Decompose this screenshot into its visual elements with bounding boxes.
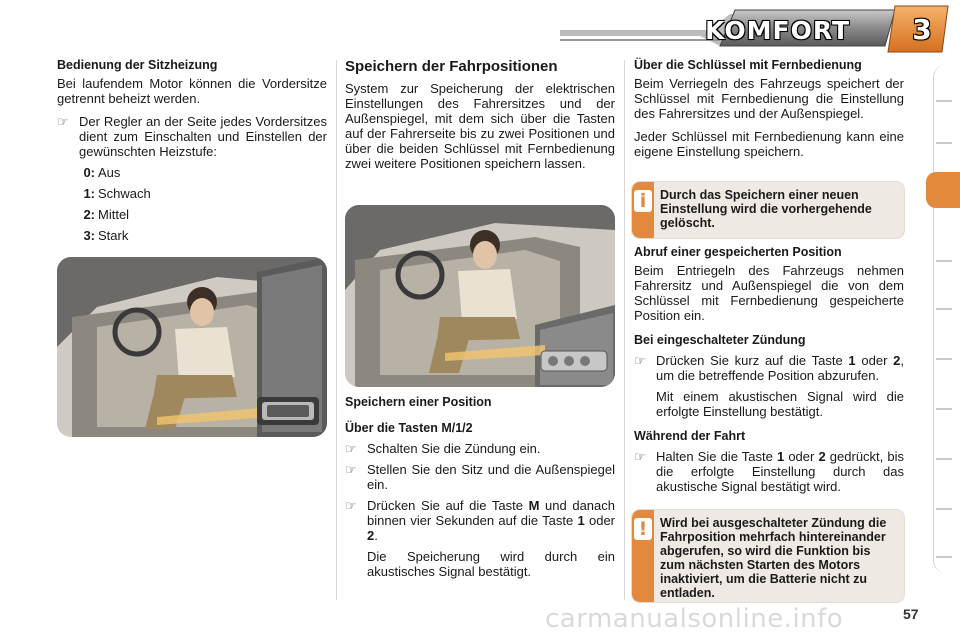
recall-heading: Abruf einer gespeicherten Position [634, 245, 842, 259]
memory-section [345, 58, 615, 179]
tab-active[interactable] [926, 172, 960, 208]
step-text: Drücken Sie auf die Taste M und danach binnen vier Sekunden auf die Taste 1 oder 2. [367, 498, 615, 543]
memory-title: Speichern der Fahrpositionen [345, 58, 558, 75]
level-key: 1: [83, 186, 95, 201]
seat-heating-bullet [57, 114, 327, 159]
pointer-icon: ☞ [345, 441, 357, 456]
heating-level [77, 228, 327, 243]
level-label: Mittel [98, 207, 130, 222]
recall-confirm: Mit einem akustischen Signal wird die erfolgte Einstellung bestätigt. [656, 389, 904, 419]
seat-heating-heading: Bedienung der Sitzheizung [57, 58, 218, 72]
level-key: 0: [83, 165, 95, 180]
info-box-text: Durch das Speichern einer neuen Einstellung wird die vorhergehende gelöscht. [660, 188, 872, 230]
tab-marker[interactable] [936, 308, 952, 310]
column-divider [624, 60, 625, 600]
level-key: 3: [83, 228, 95, 243]
pointer-icon: ☞ [634, 353, 646, 368]
tab-marker[interactable] [936, 358, 952, 360]
remote-key-para: Beim Verriegeln des Fahrzeugs speichert der Schlüssel mit Fernbedienung die Einstellung des Fahrersitzes und der Außenspiegel. [634, 76, 904, 121]
ignition-heading: Bei eingeschalteter Zündung [634, 333, 806, 347]
column-divider [336, 60, 337, 600]
level-label: Aus [98, 165, 121, 180]
page-number: 57 [903, 606, 919, 622]
page-header [0, 0, 960, 60]
level-key: 2: [83, 207, 95, 222]
tab-marker[interactable] [936, 508, 952, 510]
remote-key-heading: Über die Schlüssel mit Fernbedienung [634, 58, 862, 72]
store-position-heading: Speichern einer Position [345, 395, 492, 409]
heating-level [77, 165, 327, 180]
chapter-number: 3 [912, 13, 932, 46]
level-label: Schwach [98, 186, 151, 201]
step-text: Stellen Sie den Sitz und die Außenspiegel ein. [367, 462, 615, 492]
seat-heating-intro: Bei laufendem Motor können die Vordersitze getrennt beheizt werden. [57, 76, 327, 106]
tab-marker[interactable] [936, 100, 952, 102]
store-step [345, 498, 615, 543]
driving-heading: Während der Fahrt [634, 429, 746, 443]
tab-marker[interactable] [936, 260, 952, 262]
pointer-icon: ☞ [57, 114, 69, 129]
bullet-text: Der Regler an der Seite jedes Vordersitzes dient zum Einschalten und Einstellen der gewünschten Heizstufe: [79, 114, 327, 159]
heating-level [77, 207, 327, 222]
tab-marker[interactable] [936, 408, 952, 410]
remote-key-para: Jeder Schlüssel mit Fernbedienung kann eine eigene Einstellung speichern. [634, 129, 904, 159]
tab-marker[interactable] [936, 458, 952, 460]
warning-box [632, 510, 904, 602]
seat-heating-section [57, 58, 327, 249]
pointer-icon: ☞ [345, 462, 357, 477]
store-step [345, 462, 615, 492]
step-text: Drücken Sie kurz auf die Taste 1 oder 2, um die betreffende Position abzurufen. [656, 353, 905, 383]
memory-buttons-photo [345, 205, 615, 387]
info-icon: i [634, 190, 652, 212]
recall-para: Beim Entriegeln des Fahrzeugs nehmen Fahrersitz und Außenspiegel die von dem Schlüssel mit Fernbedienung gespeicherte Position ein. [634, 263, 904, 323]
chapter-tabs [924, 60, 960, 580]
watermark: carmanualsonline.info [545, 604, 844, 634]
store-step [345, 441, 615, 456]
tab-marker[interactable] [936, 142, 952, 144]
step-text: Schalten Sie die Zündung ein. [367, 441, 541, 456]
info-box [632, 182, 904, 238]
tab-marker[interactable] [936, 556, 952, 558]
recall-section [634, 245, 904, 500]
heating-level [77, 186, 327, 201]
tab-rail [933, 64, 956, 574]
level-label: Stark [98, 228, 129, 243]
seat-heating-photo [57, 257, 327, 437]
heating-levels [77, 165, 327, 243]
store-position-section [345, 395, 615, 587]
recall-step [634, 353, 904, 383]
driving-step [634, 449, 904, 494]
warning-box-text: Wird bei ausgeschalteter Zündung die Fahrposition mehrfach hintereinander abgerufen, so wird die Funktion bis zum nächsten Starten des Motors inaktiviert, um die Batterie nicht zu entladen. [660, 516, 887, 600]
pointer-icon: ☞ [634, 449, 646, 464]
buttons-heading: Über die Tasten M/1/2 [345, 421, 473, 435]
store-confirm: Die Speicherung wird durch ein akustisches Signal bestätigt. [367, 549, 615, 579]
step-text: Halten Sie die Taste 1 oder 2 gedrückt, bis die erfolgte Einstellung durch das akustische Signal bestätigt wird. [656, 449, 904, 494]
warning-icon: ! [634, 518, 652, 540]
remote-key-section [634, 58, 904, 167]
chapter-title: KOMFORT [705, 16, 850, 45]
memory-intro: System zur Speicherung der elektrischen Einstellungen des Fahrersitzes und der Außenspiegel, mit dem sich über die Tasten auf der Fahrerseite bis zu zwei Positionen und über die beiden Schlüssel mit Fernbedienung zwei weitere Positionen speichern lassen. [345, 81, 615, 171]
pointer-icon: ☞ [345, 498, 357, 513]
